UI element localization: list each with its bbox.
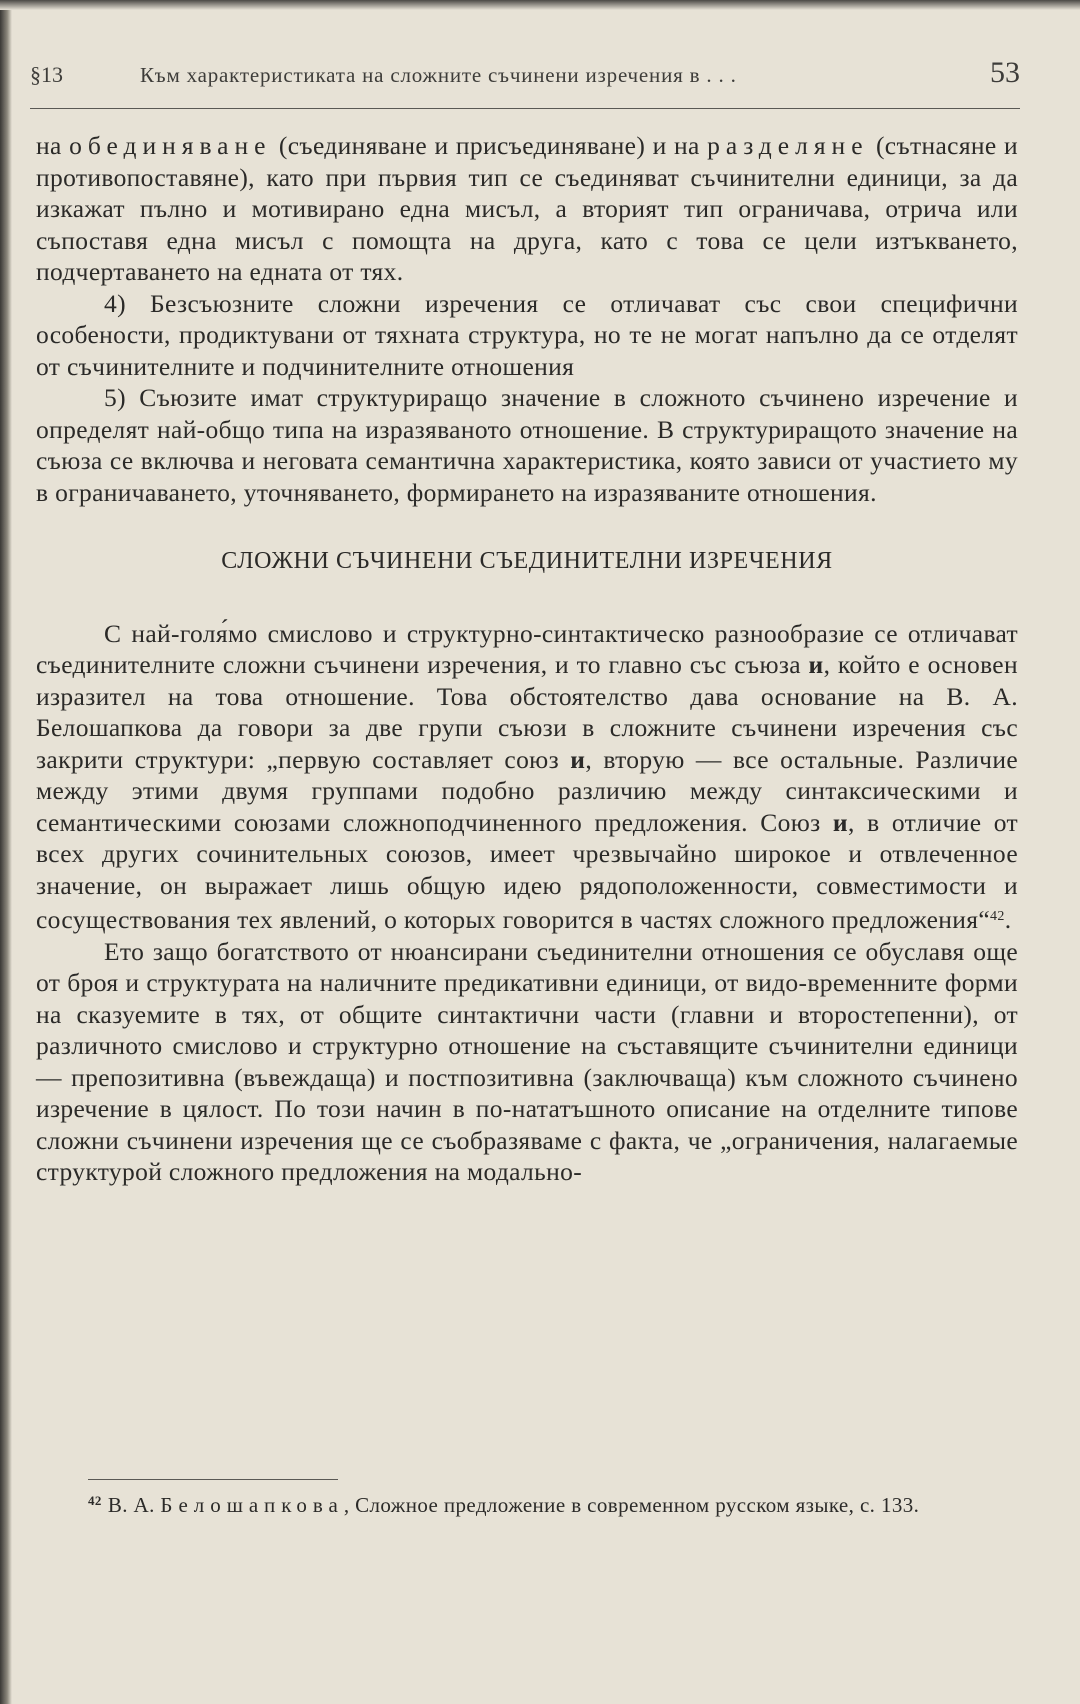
paragraph-2: 4) Безсъюзните сложни изречения се отличават със свои специфични особености, продиктувани от тяхната структура, но те не могат напълно да се отделят от съчинителните и подчинителните отношения <box>36 288 1018 381</box>
page-number: 53 <box>990 56 1020 89</box>
running-head <box>30 56 1020 109</box>
paragraph-1: на обединяване (съединяване и присъединяване) и на разделяне (сътнасяне и противопоставяне), като при първия тип се съединяват съчинителни единици, за да изкажат пълно и мотивирано една мисъл, а вторият тип ограничава, отрича или съпоставя една мисъл с помощта на друга, като с това се цели изтъкването, подчертаването на едната от тях. <box>36 131 1019 286</box>
paragraph-3: 5) Съюзите имат структуриращо значение в сложното съчинено изречение и определят най-общо типа на изразяваното отношение. В структуриращото значение на съюза се включва и неговата семантична характеристика, която зависи от участието му в ограничаването, уточняването, формирането на изразяваните отношения. <box>36 383 1018 507</box>
body-text <box>36 130 1018 1188</box>
section-heading: СЛОЖНИ СЪЧИНЕНИ СЪЕДИНИТЕЛНИ ИЗРЕЧЕНИЯ <box>221 548 833 574</box>
top-edge-shadow <box>0 0 1080 10</box>
footnote-number: 42 <box>88 1493 102 1508</box>
bold-conjunction: и <box>570 744 586 774</box>
bold-conjunction: и <box>808 650 824 679</box>
paragraph-4: С най-голя́мо смислово и структурно-синтактическо разнообразие се отличават съединителните сложни съчинени изречения, и то главно със съюза и, който е основен изразител на това отношение. Това обстоятелство дава основание на В. А. Белошапкова да говори за две групи съюзи в сложните съчинени изречения със закрити структури: „первую составляет союз и, вторую — все остальные. Различие между этими двумя группами подобно различию между синтаксическими и семантическими союзами сложноподчиненного предложения. Союз и, в отличие от всех других сочинительных союзов, имеет чрезвычайно широкое и отвлеченное значение, он выражает лишь общую идею рядоположенности, совместимости и сосуществования тех явлений, о которых говорится в частях сложного предложения“$^{42}$. <box>36 618 1018 934</box>
bold-conjunction: и <box>832 807 848 837</box>
spaced-term: обединяване <box>69 131 272 160</box>
footnote-author: Белошапкова <box>160 1493 344 1517</box>
section-mark: §13 <box>30 62 63 87</box>
binding-shadow <box>0 0 12 1704</box>
footnote: $^{42}$ В. А. Белошапкова, Сложное предложение в современном русском языке, с. 133. <box>88 1493 920 1517</box>
footnote-ref: 42 <box>990 909 1005 924</box>
running-title: Към характеристиката на сложните съчинени изречения в . . . <box>140 63 737 87</box>
spaced-term: разделяне <box>707 131 869 160</box>
footnote-divider <box>88 1479 338 1480</box>
paragraph-5: Ето защо богатството от нюансирани съединителни отношения се обуславя още от броя и структурата на наличните предикативни единици, от видо-временните форми на сказуемите в тях, от общите синтактични части (главни и второстепенни), от различното смислово и структурно отношение на съставящите съчинителни единици — препозитивна (въвеждаща) и постпозитивна (заключваща) към сложното съчинено изречение в цялост. По този начин в по-нататъшното описание на отделните типове сложни съчинени изречения ще се съобразяваме с факта, че „ограничения, налагаемые структурой сложного предложения на модально- <box>36 936 1018 1186</box>
